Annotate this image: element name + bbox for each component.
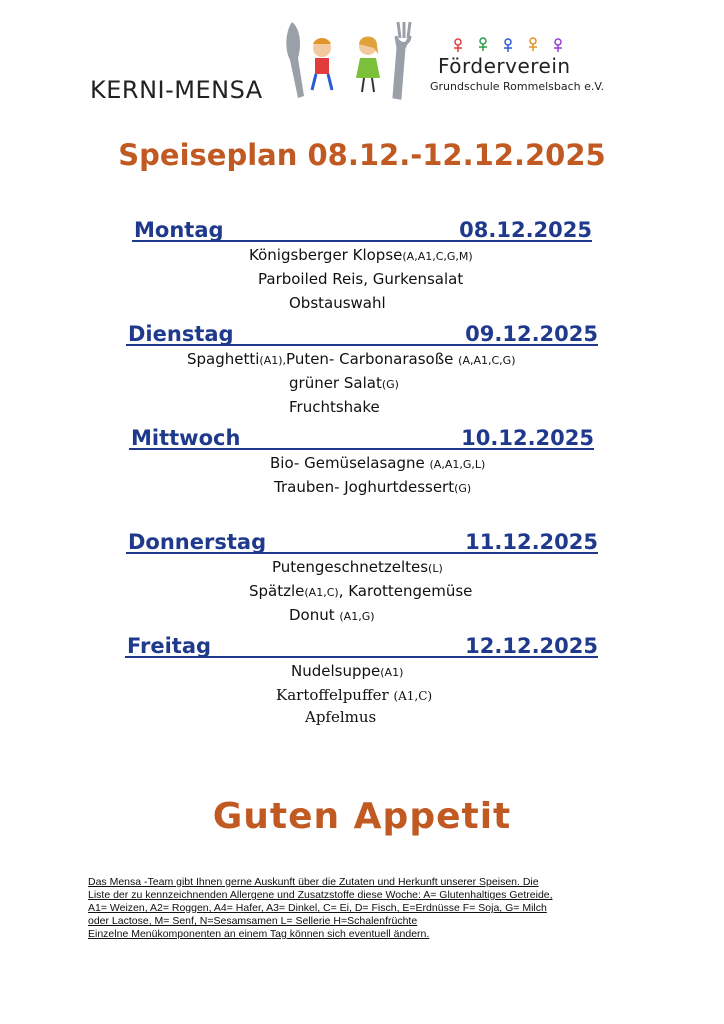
day-header-dienstag bbox=[126, 316, 598, 346]
note-line: Das Mensa -Team gibt Ihnen gerne Auskunft über die Zutaten und Herkunft unserer Speisen. Die bbox=[88, 876, 539, 888]
day-name: Mittwoch bbox=[131, 426, 241, 450]
foerderverein-logo bbox=[428, 36, 604, 98]
allergen-note bbox=[88, 876, 628, 941]
brand-title: KERNI-MENSA bbox=[90, 76, 263, 104]
meal-line: Spaghetti(A1),Puten- Carbonarasoße (A,A1,C,G) bbox=[187, 350, 516, 368]
day-header-montag bbox=[132, 212, 592, 242]
day-date: 10.12.2025 bbox=[461, 426, 594, 450]
day-date: 09.12.2025 bbox=[465, 322, 598, 346]
meal-line: Trauben- Joghurtdessert(G) bbox=[274, 478, 472, 496]
meal-line: Spätzle(A1,C), Karottengemüse bbox=[249, 582, 473, 600]
logo-subtitle: Grundschule Rommelsbach e.V. bbox=[430, 80, 604, 93]
meal-line: Bio- Gemüselasagne (A,A1,G,L) bbox=[270, 454, 486, 472]
meal-line: Parboiled Reis, Gurkensalat bbox=[258, 270, 464, 288]
meal-line: Donut (A1,G) bbox=[289, 606, 375, 624]
day-date: 11.12.2025 bbox=[465, 530, 598, 554]
day-header-freitag bbox=[125, 628, 598, 658]
closing-greeting: Guten Appetit bbox=[212, 796, 512, 837]
note-line: Einzelne Menükomponenten an einem Tag können sich eventuell ändern. bbox=[88, 928, 430, 940]
meal-line: Fruchtshake bbox=[289, 398, 380, 416]
day-date: 08.12.2025 bbox=[459, 218, 592, 242]
day-name: Montag bbox=[134, 218, 224, 242]
meal-line: Nudelsuppe(A1) bbox=[291, 662, 404, 680]
meal-line: Putengeschnetzeltes(L) bbox=[272, 558, 443, 576]
note-line: oder Lactose, M= Senf, N=Sesamsamen L= Sellerie H=Schalenfrüchte bbox=[88, 915, 418, 927]
meal-line: Kartoffelpuffer (A1,C) bbox=[276, 686, 433, 704]
day-name: Freitag bbox=[127, 634, 212, 658]
meal-line: Apfelmus bbox=[305, 708, 377, 726]
day-name: Dienstag bbox=[128, 322, 234, 346]
meal-line: Obstauswahl bbox=[289, 294, 386, 312]
note-line: A1= Weizen, A2= Roggen, A4= Hafer, A3= Dinkel, C= Ei, D= Fisch, E=Erdnüsse F= Soja, G= Milch bbox=[88, 902, 547, 914]
day-name: Donnerstag bbox=[128, 530, 267, 554]
meal-line: grüner Salat(G) bbox=[289, 374, 399, 392]
meal-line: Königsberger Klopse(A,A1,C,G,M) bbox=[249, 246, 473, 264]
children-figures-icon bbox=[428, 36, 588, 56]
day-header-donnerstag bbox=[126, 524, 598, 554]
day-date: 12.12.2025 bbox=[465, 634, 598, 658]
kids-cutlery-illustration bbox=[280, 18, 420, 100]
day-header-mittwoch bbox=[129, 420, 594, 450]
page-title: Speiseplan 08.12.-12.12.2025 bbox=[118, 138, 606, 172]
logo-title: Förderverein bbox=[438, 54, 571, 78]
note-line: Liste der zu kennzeichnenden Allergene und Zusatzstoffe diese Woche: A= Glutenhaltiges Getreide, bbox=[88, 889, 553, 901]
